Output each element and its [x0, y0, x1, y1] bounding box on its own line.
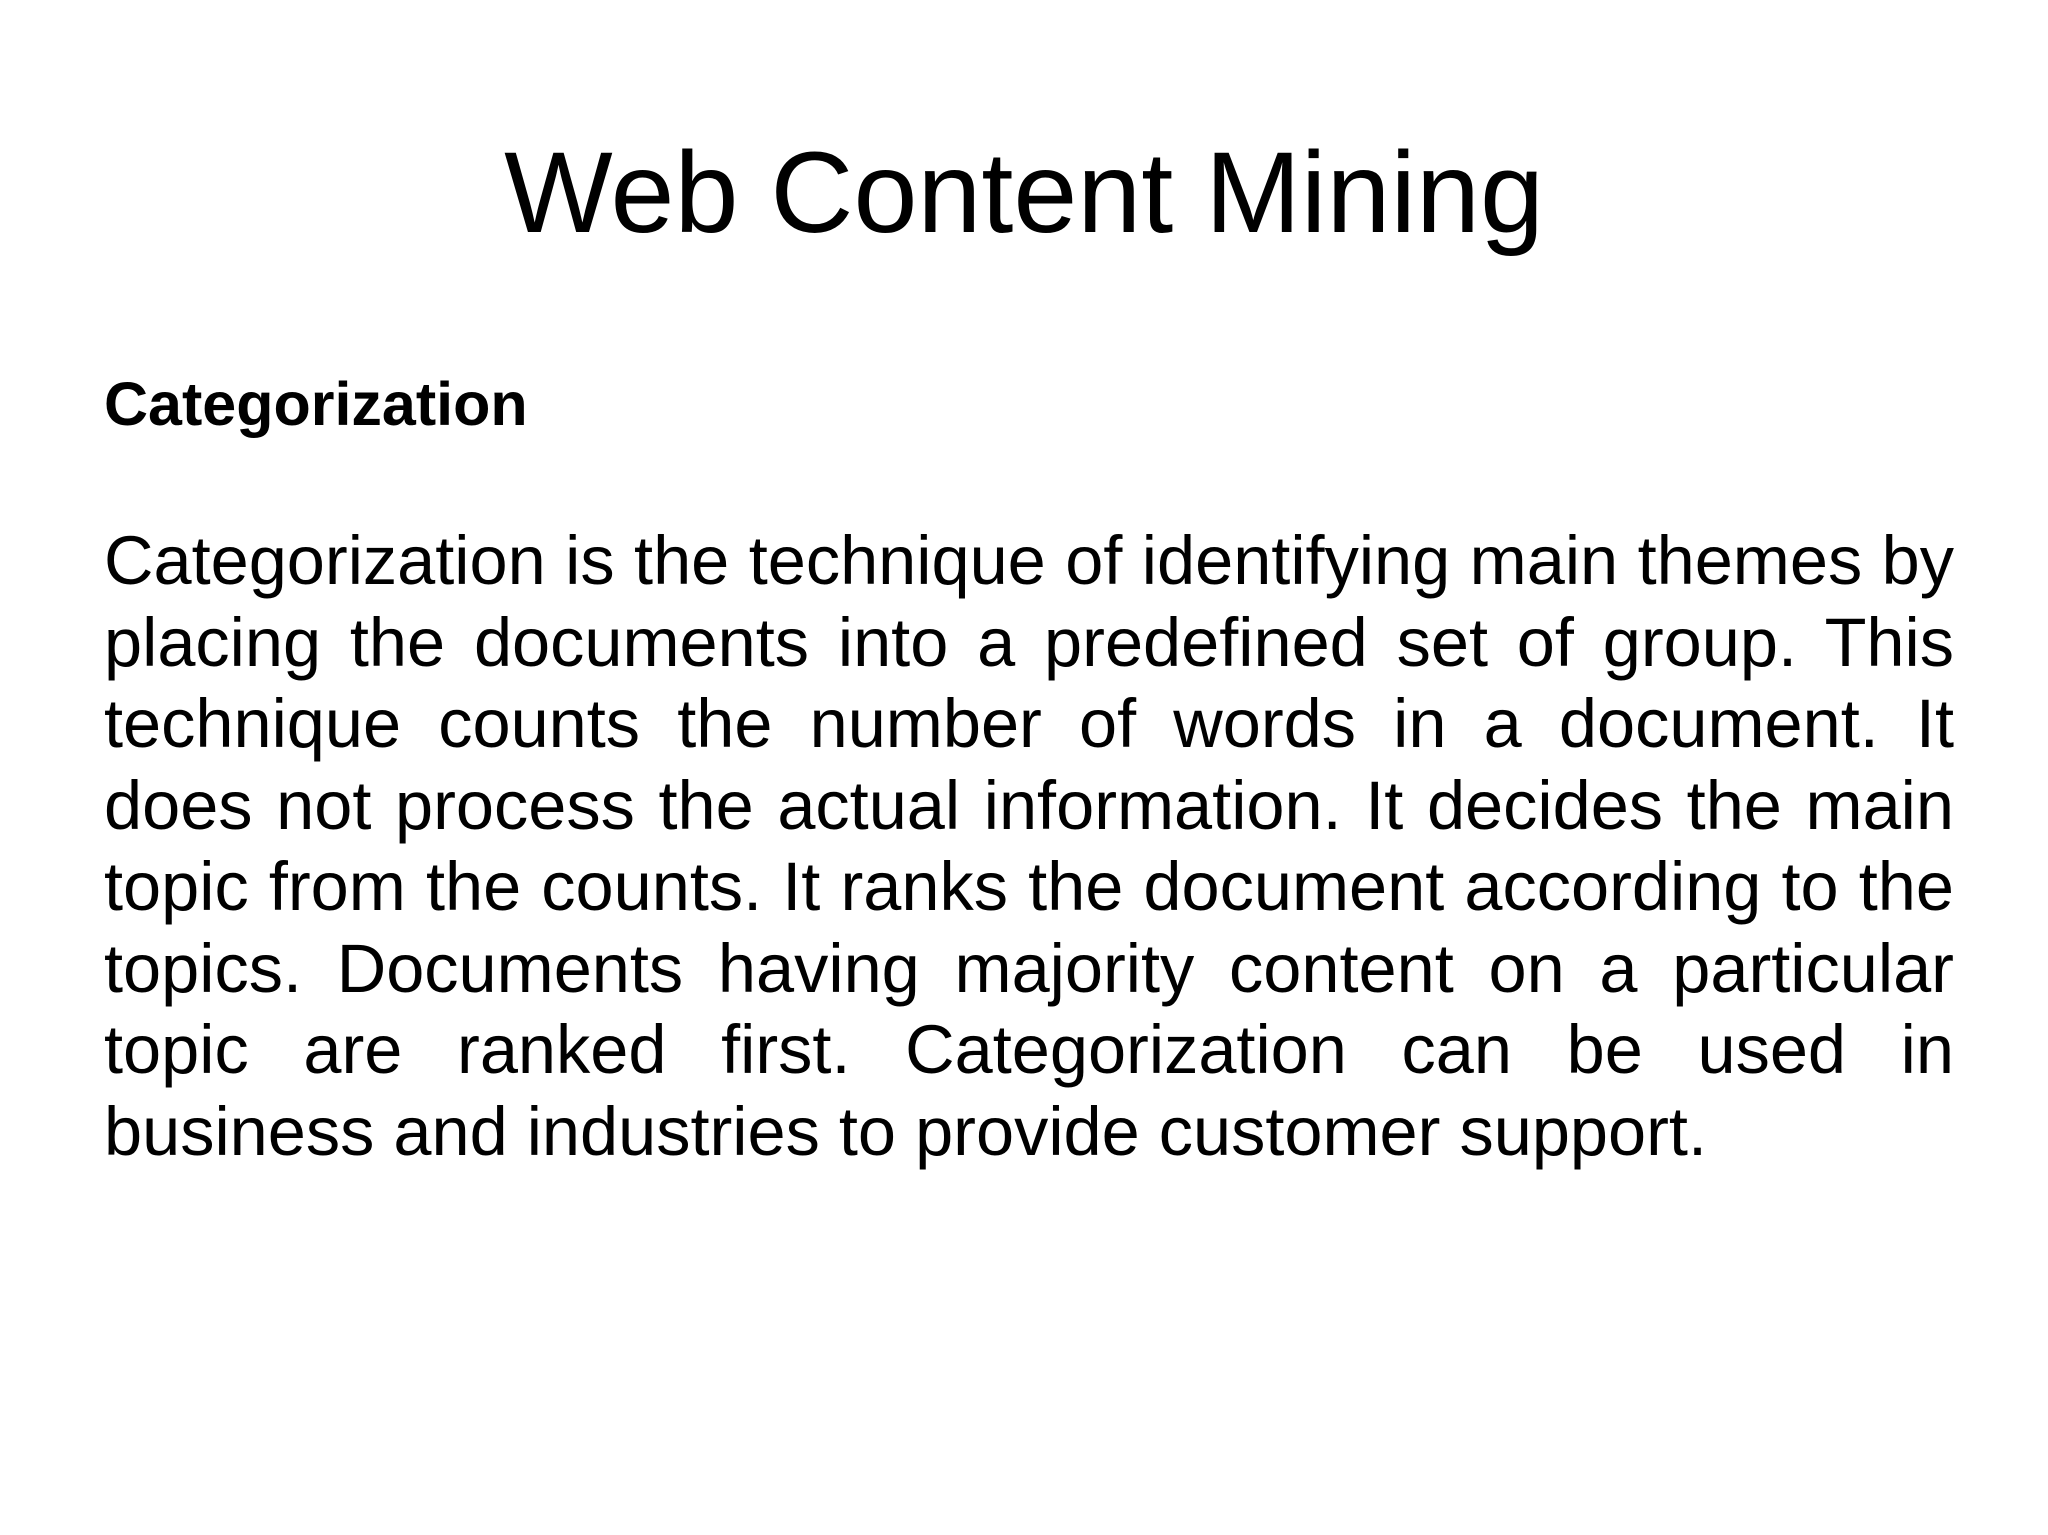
- slide-title: Web Content Mining: [504, 129, 1544, 257]
- body-paragraph: Categorization is the technique of identifying main themes by placing the documents into a predefined set of group. This technique counts the number of words in a document. It does not process the actual information. It decides the main topic from the counts. It ranks the document according to the topics. Documents having majority content on a particular topic are ranked first. Categorization can be used in business and industries to provide customer support.: [104, 522, 1954, 1170]
- section-heading: Categorization: [104, 370, 528, 438]
